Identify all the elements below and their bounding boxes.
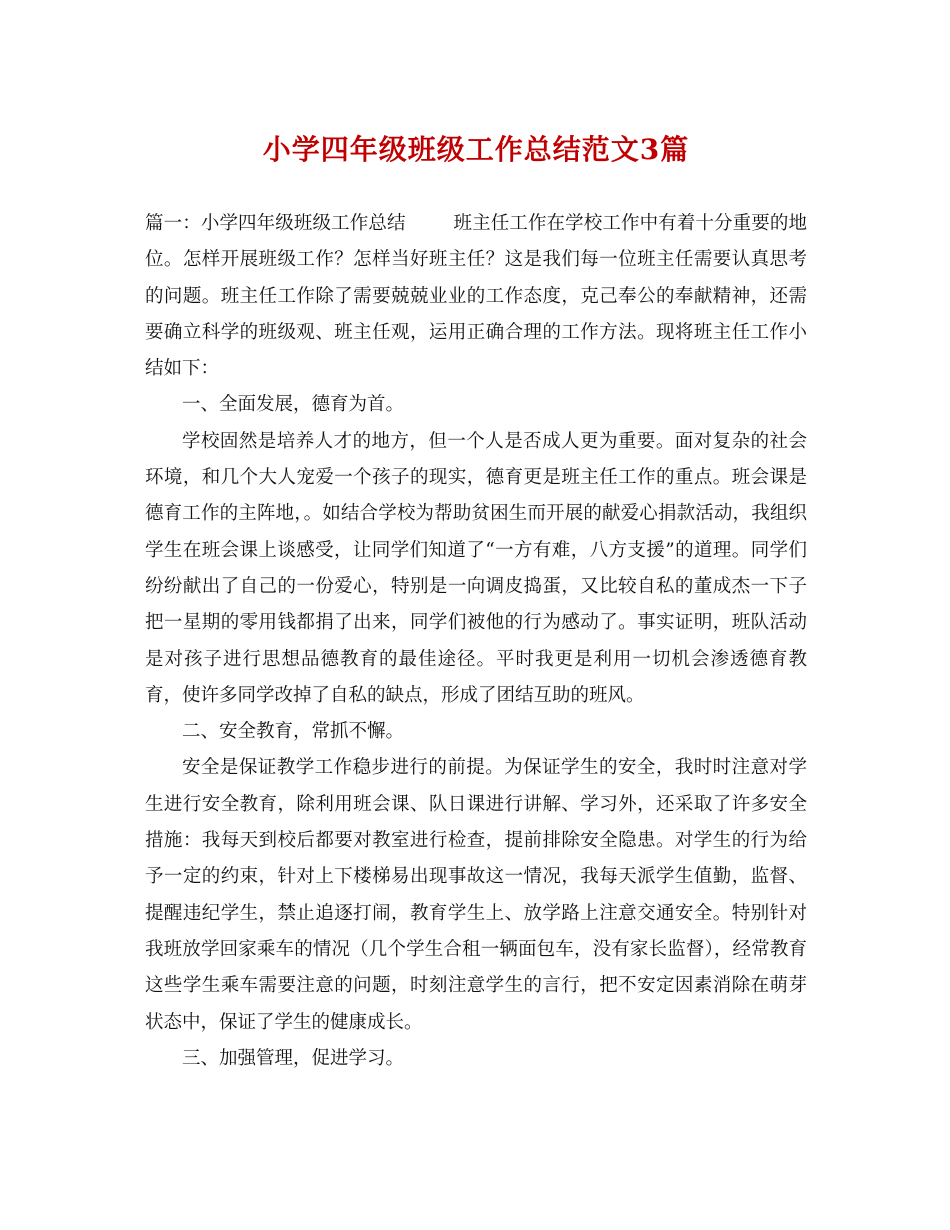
document-title: 小学四年级班级工作总结范文3篇	[262, 133, 690, 166]
section-1-body: 学校固然是培养人才的地方，但一个人是否成人更为重要。面对复杂的社会环境，和几个大人宠爱一个孩子的现实，德育更是班主任工作的重点。班会课是德育工作的主阵地，。如结合学校为帮助贫困生而开展的献爱心捐款活动，我组织学生在班会课上谈感受，让同学们知道了“一方有难，八方支援”的道理。同学们纷纷献出了自己的一份爱心，特别是一向调皮捣蛋，又比较自私的董成杰一下子把一星期的零用钱都捐了出来，同学们被他的行为感动了。事实证明，班队活动是对孩子进行思想品德教育的最佳途径。平时我更是利用一切机会渗透德育教育，使许多同学改掉了自私的缺点，形成了团结互助的班风。	[145, 430, 807, 706]
document-body	[145, 206, 807, 1077]
section-3-heading: 三、加强管理，促进学习。	[182, 1047, 405, 1069]
intro-paragraph	[145, 206, 807, 387]
intro-lead: 篇一：小学四年级班级工作总结	[145, 213, 406, 234]
section-2-heading: 二、安全教育，常抓不懈。	[182, 721, 405, 743]
section-1-heading: 一、全面发展，德育为首。	[182, 394, 405, 416]
intro-text: 班主任工作在学校工作中有着十分重要的地位。怎样开展班级工作？怎样当好班主任？这是我们每一位班主任需要认真思考的问题。班主任工作除了需要兢兢业业的工作态度，克己奉公的奉献精神，还需要确立科学的班级观、班主任观，运用正确合理的工作方法。现将班主任工作小结如下：	[145, 213, 807, 380]
section-2-body: 安全是保证教学工作稳步进行的前提。为保证学生的安全，我时时注意对学生进行安全教育，除利用班会课、队日课进行讲解、学习外，还采取了许多安全措施：我每天到校后都要对教室进行检查，提前排除安全隐患。对学生的行为给予一定的约束，针对上下楼梯易出现事故这一情况，我每天派学生值勤，监督、提醒违纪学生，禁止追逐打闹，教育学生上、放学路上注意交通安全。特别针对我班放学回家乘车的情况（几个学生合租一辆面包车，没有家长监督），经常教育这些学生乘车需要注意的问题，时刻注意学生的言行，把不安定因素消除在萌芽状态中，保证了学生的健康成长。	[145, 757, 807, 1033]
